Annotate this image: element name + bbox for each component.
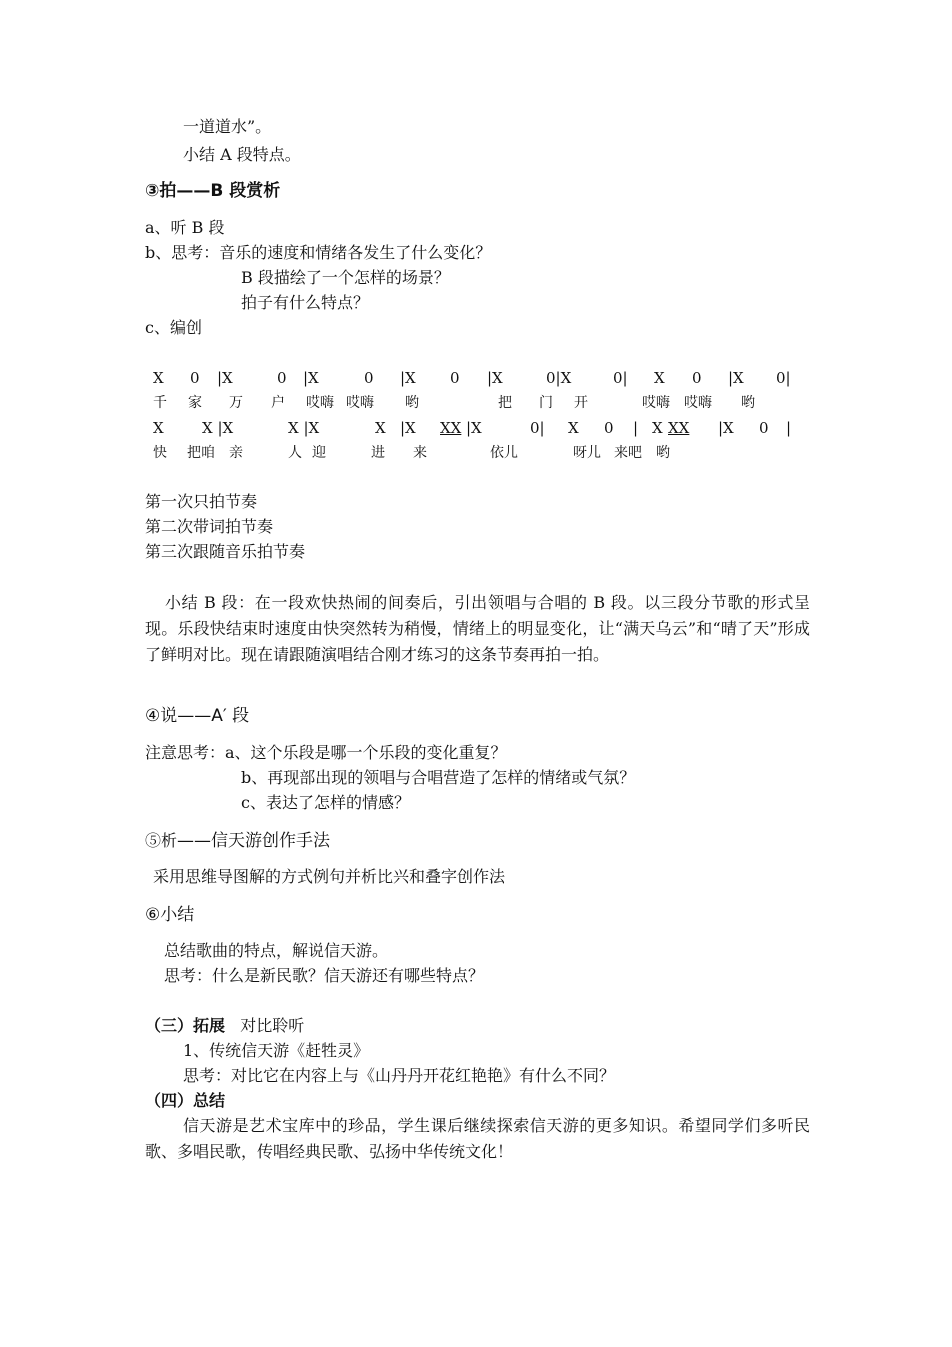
score-note: X [654,369,665,387]
summary-paragraph: 信天游是艺术宝库中的珍品，学生课后继续探索信天游的更多知识。希望同学们多听民歌、多唱民歌，传唱经典民歌、弘扬中华传统文化！ [145,1116,810,1161]
list-item: 拍子有什么特点？ [241,293,370,312]
score-lyric: 哟 [405,395,419,411]
score-lyric: 依儿 [490,445,518,461]
score-note: 0| [530,419,545,437]
score-note: 0 [364,369,374,387]
score-note: 0 [759,419,769,437]
list-item: b、思考：音乐的速度和情绪各发生了什么变化？ [145,243,492,262]
score-lyric: 万 [229,395,243,411]
score-lyric: 哎嗨 [346,395,374,411]
score-note: X [568,419,579,437]
score-lyric: 亲 [229,445,243,461]
score-note: | [633,419,639,437]
score-lyric: 人 [288,445,302,461]
score-lyric: 哎嗨 [642,395,670,411]
score-lyric: 把咱 [187,445,215,461]
text-line: 一道道水”。 [183,117,272,136]
section-heading: ④说——A′ 段 [145,706,250,726]
score-lyric: 千 [153,395,167,411]
score-lyric: 家 [188,395,202,411]
score-note: | [786,419,792,437]
text-line: 第三次跟随音乐拍节奏 [145,542,306,561]
section-heading: ③拍——B 段赏析 [145,181,281,201]
section-heading-text: ——信天游创作手法 [177,831,331,851]
score-lyric: 来 [413,445,427,461]
score-note-underlined: XX [668,419,690,437]
score-lyric: 进 [371,445,385,461]
score-lyric: 门 [539,395,553,411]
section-heading [145,831,330,851]
text-line: 思考：什么是新民歌？信天游还有哪些特点？ [164,966,485,985]
score-note: 0 [190,369,200,387]
score-lyric: 哎嗨 [684,395,712,411]
list-item: a、听 B 段 [145,218,225,237]
score-lyric: 呀儿 [573,445,601,461]
score-note: X |X [288,419,320,437]
text-line: 注意思考：a、这个乐段是哪一个乐段的变化重复？ [145,743,507,762]
score-note: 0|X [546,369,572,387]
part-heading-row [145,1016,304,1036]
score-note: |X [303,369,319,387]
text-line: 小结 A 段特点。 [183,145,301,164]
score-note: X [652,419,663,437]
score-lyric: 快 [153,445,167,461]
score-note: X [375,419,386,437]
text-line: 思考：对比它在内容上与《山丹丹开花红艳艳》有什么不同？ [183,1066,616,1085]
score-note: 0 [450,369,460,387]
text-line: 总结歌曲的特点，解说信天游。 [164,941,389,960]
score-note: 0| [613,369,628,387]
summary-paragraph: 小结 B 段：在一段欢快热闹的间奏后，引出领唱与合唱的 B 段。以三段分节歌的形式呈现。乐段快结束时速度由快突然转为稍慢，情绪上的明显变化，让“满天乌云”和“晴了天”形成了鲜明对比。现在请跟随演唱结合刚才练习的这条节奏再拍一拍。 [145,593,810,664]
part-heading: （四）总结 [145,1091,226,1110]
part-heading: （三）拓展 [145,1016,226,1035]
section-heading: ⑥小结 [145,905,195,925]
score-note: X |X [202,419,234,437]
score-lyric: 把 [498,395,512,411]
score-lyric: 迎 [312,445,326,461]
text-line: b、再现部出现的领唱与合唱营造了怎样的情绪或气氛？ [241,768,636,787]
score-note: |X [728,369,744,387]
score-lyric: 哟 [741,395,755,411]
score-note: |X [466,419,482,437]
score-note: X [153,369,164,387]
score-lyric: 户 [271,395,285,411]
score-note: |X [487,369,503,387]
text-line: 采用思维导图解的方式例句并析比兴和叠字创作法 [153,867,506,886]
score-note: |X [217,369,233,387]
score-note: 0 [604,419,614,437]
part-subtitle: 对比聆听 [240,1016,305,1035]
score-note: |X [400,419,416,437]
text-line: 1、传统信天游《赶牲灵》 [183,1041,370,1060]
score-note: 0| [776,369,791,387]
score-note: 0 [692,369,702,387]
text-line: c、表达了怎样的情感？ [241,793,410,812]
score-lyric: 来吧 [614,445,642,461]
text-line: 第二次带词拍节奏 [145,517,274,536]
text-line: 第一次只拍节奏 [145,492,258,511]
list-item: c、编创 [145,318,202,337]
score-note: 0 [277,369,287,387]
score-lyric: 哎嗨 [306,395,334,411]
score-note: |X [718,419,734,437]
score-lyric: 开 [574,395,588,411]
list-item: B 段描绘了一个怎样的场景？ [241,268,450,287]
score-note-underlined: XX [440,419,462,437]
score-note: X [153,419,164,437]
score-lyric: 哟 [656,445,670,461]
score-note: |X [400,369,416,387]
section-heading-number: ⑤析 [145,831,178,850]
